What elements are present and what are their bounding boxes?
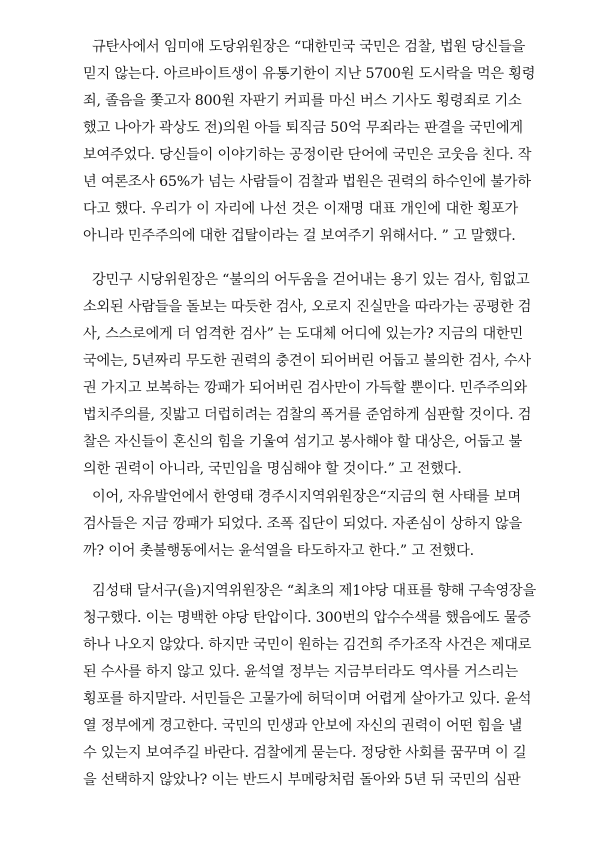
text-line: 믿지 않는다. 아르바이트생이 유통기한이 지난 5700원 도시락을 먹은 횡령 [83,66,536,82]
paragraph-han-young-tae-speech [83,484,523,565]
text-line: 사, 스스로에게 더 엄격한 검사” 는 도대체 어디에 있는가? 지금의 대한민 [83,326,524,342]
text-line: 보여주었다. 당신들이 이야기하는 공정이란 단어에 국민은 코웃음 친다. 작 [83,147,532,163]
text-line: 된 수사를 하지 않고 있다. 윤석열 정부는 지금부터라도 역사를 거스리는 [83,664,518,680]
paragraph-kang-min-gu-speech [83,267,532,483]
text-line: 했고 나아가 곽상도 전)의원 아들 퇴직금 50억 무죄라는 판결을 국민에게 [83,120,523,136]
text-line: 법치주의를, 짓밟고 더럽히려는 검찰의 폭거를 준엄하게 심판할 것이다. 검 [83,407,532,423]
text-line: 아니라 민주주의에 대한 겁탈이라는 걸 보여주기 위해서다. ” 고 말했다. [83,228,516,244]
text-line: 청구했다. 이는 명백한 야당 탄압이다. 300번의 압수수색를 했음에도 물증 [83,610,531,626]
paragraph-kim-sung-tae-speech [83,578,537,794]
text-line: 의한 권력이 아니라, 국민임을 명심해야 할 것이다.” 고 전했다. [83,461,462,477]
text-line: 강민구 시당위원장은 “불의의 어두움을 걷어내는 용기 있는 검사, 힘없고 [92,272,530,288]
paragraph-im-mi-ae-speech [83,34,536,250]
text-line: 횡포를 하지말라. 서민들은 고물가에 허덕이며 어렵게 살아가고 있다. 윤석 [83,691,532,707]
text-line: 검사들은 지금 깡패가 되었다. 조폭 집단이 되었다. 자존심이 상하지 않을 [83,516,523,532]
text-line: 국에는, 5년짜리 무도한 권력의 충견이 되어버린 어둡고 불의한 검사, 수사 [83,353,531,369]
text-line: 규탄사에서 임미애 도당위원장은 “대한민국 국민은 검찰, 법원 당신들을 [92,39,526,55]
text-line: 소외된 사람들을 돌보는 따듯한 검사, 오로지 진실만을 따라가는 공평한 검 [83,299,532,315]
text-line: 김성태 달서구(을)지역위원장은 “최초의 제1야당 대표를 향해 구속영장을 [92,583,537,599]
text-line: 수 있는지 보여주길 바란다. 검찰에게 묻는다. 정당한 사회를 꿈꾸며 이 길 [83,745,527,761]
text-line: 하나 나오지 않았다. 하지만 국민이 원하는 김건희 주가조작 사건은 제대로 [83,637,532,653]
text-line: 이어, 자유발언에서 한영태 경주시지역위원장은“지금의 현 사태를 보며 [92,489,521,505]
text-line: 권 가지고 보복하는 깡패가 되어버린 검사만이 가득할 뿐이다. 민주주의와 [83,380,527,396]
text-line: 을 선택하지 않았나? 이는 반드시 부메랑처럼 돌아와 5년 뒤 국민의 심판 [83,772,521,788]
text-line: 년 여론조사 65%가 넘는 사람들이 검찰과 법원은 권력의 하수인에 불가하 [83,174,531,190]
text-line: 죄, 졸음을 쫓고자 800원 자판기 커피를 마신 버스 기사도 횡령죄로 기소 [83,93,522,109]
text-line: 찰은 자신들이 혼신의 힘을 기울여 섬기고 봉사해야 할 대상은, 어둡고 불 [83,434,523,450]
text-line: 다고 했다. 우리가 이 자리에 나선 것은 이재명 대표 개인에 대한 횡포가 [83,201,518,217]
text-line: 열 정부에게 경고한다. 국민의 민생과 안보에 자신의 권력이 어떤 힘을 낼 [83,718,523,734]
text-line: 까? 이어 촛불행동에서는 윤석열을 타도하자고 한다.” 고 전했다. [83,543,474,559]
